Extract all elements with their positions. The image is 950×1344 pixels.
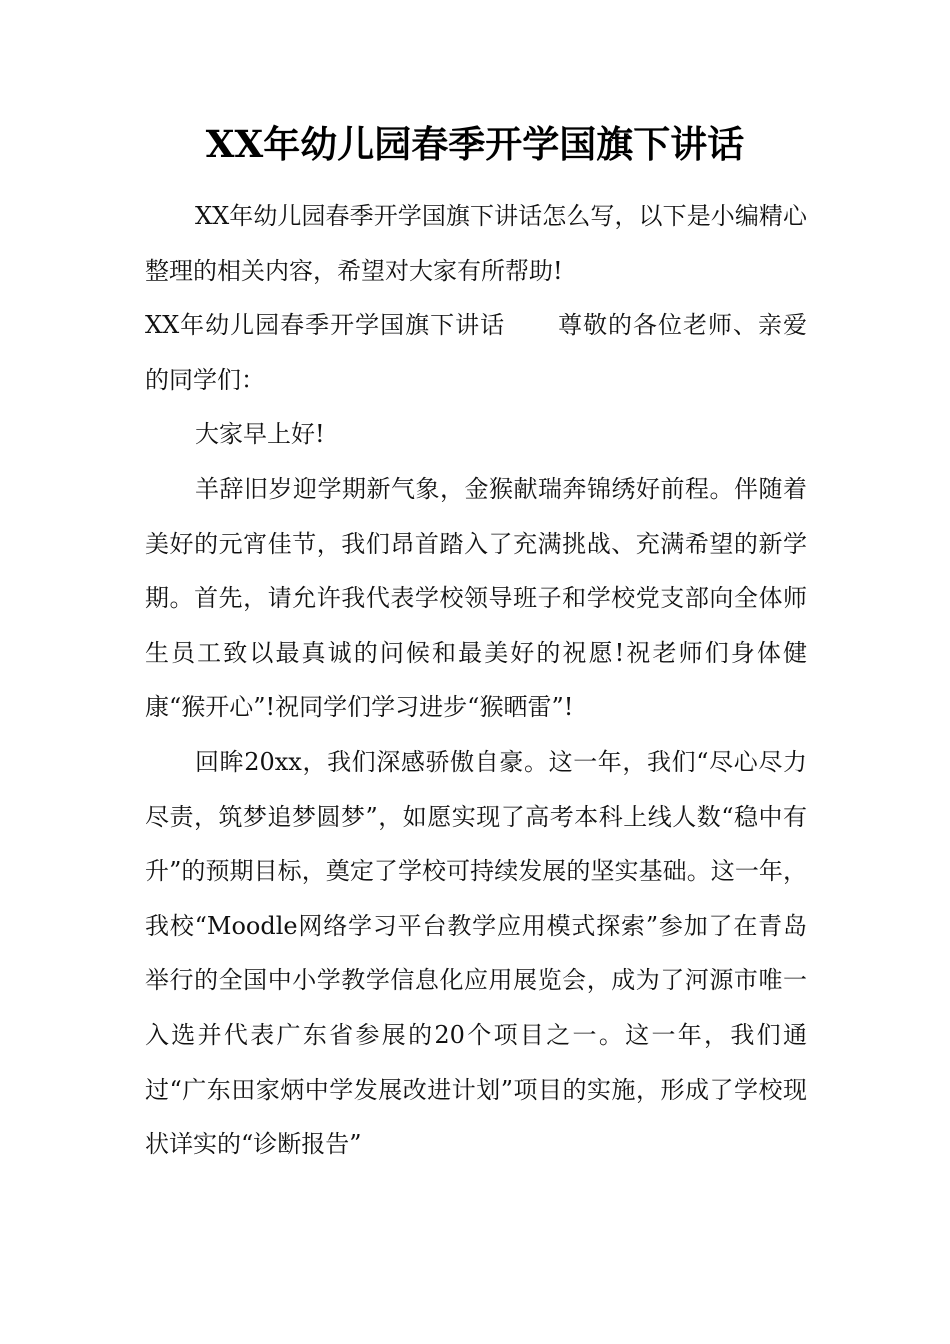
- salutation: 尊敬的各位老师、亲爱的同学们：: [145, 311, 808, 394]
- body-paragraph-2: 回眸20xx，我们深感骄傲自豪。这一年，我们“尽心尽力尽责，筑梦追梦圆梦”，如愿实现了高考本科上线人数“稳中有升”的预期目标，奠定了学校可持续发展的坚实基础。这一年，我校“Moodle网络学习平台教学应用模式探索”参加了在青岛举行的全国中小学教学信息化应用展览会，成为了河源市唯一入选并代表广东省参展的20个项目之一。这一年，我们通过“广东田家炳中学发展改进计划”项目的实施，形成了学校现状详实的“诊断报告”: [145, 747, 807, 1159]
- body-paragraph-1: 羊辞旧岁迎学期新气象，金猴献瑞奔锦绣好前程。伴随着美好的元宵佳节，我们昂首踏入了充满挑战、充满希望的新学期。首先，请允许我代表学校领导班子和学校党支部向全体师生员工致以最真诚的问候和最美好的祝愿!祝老师们身体健康“猴开心”!祝同学们学习进步“猴晒雷”!: [145, 474, 807, 722]
- document-title: XX年幼儿园春季开学国旗下讲话: [205, 122, 745, 166]
- speech-heading: XX年幼儿园春季开学国旗下讲话: [145, 311, 506, 340]
- greeting-paragraph: 大家早上好!: [195, 420, 325, 449]
- intro-paragraph: XX年幼儿园春季开学国旗下讲话怎么写，以下是小编精心整理的相关内容，希望对大家有所帮助!: [145, 202, 807, 285]
- heading-paragraph: [145, 298, 807, 407]
- document-body: [145, 189, 807, 1172]
